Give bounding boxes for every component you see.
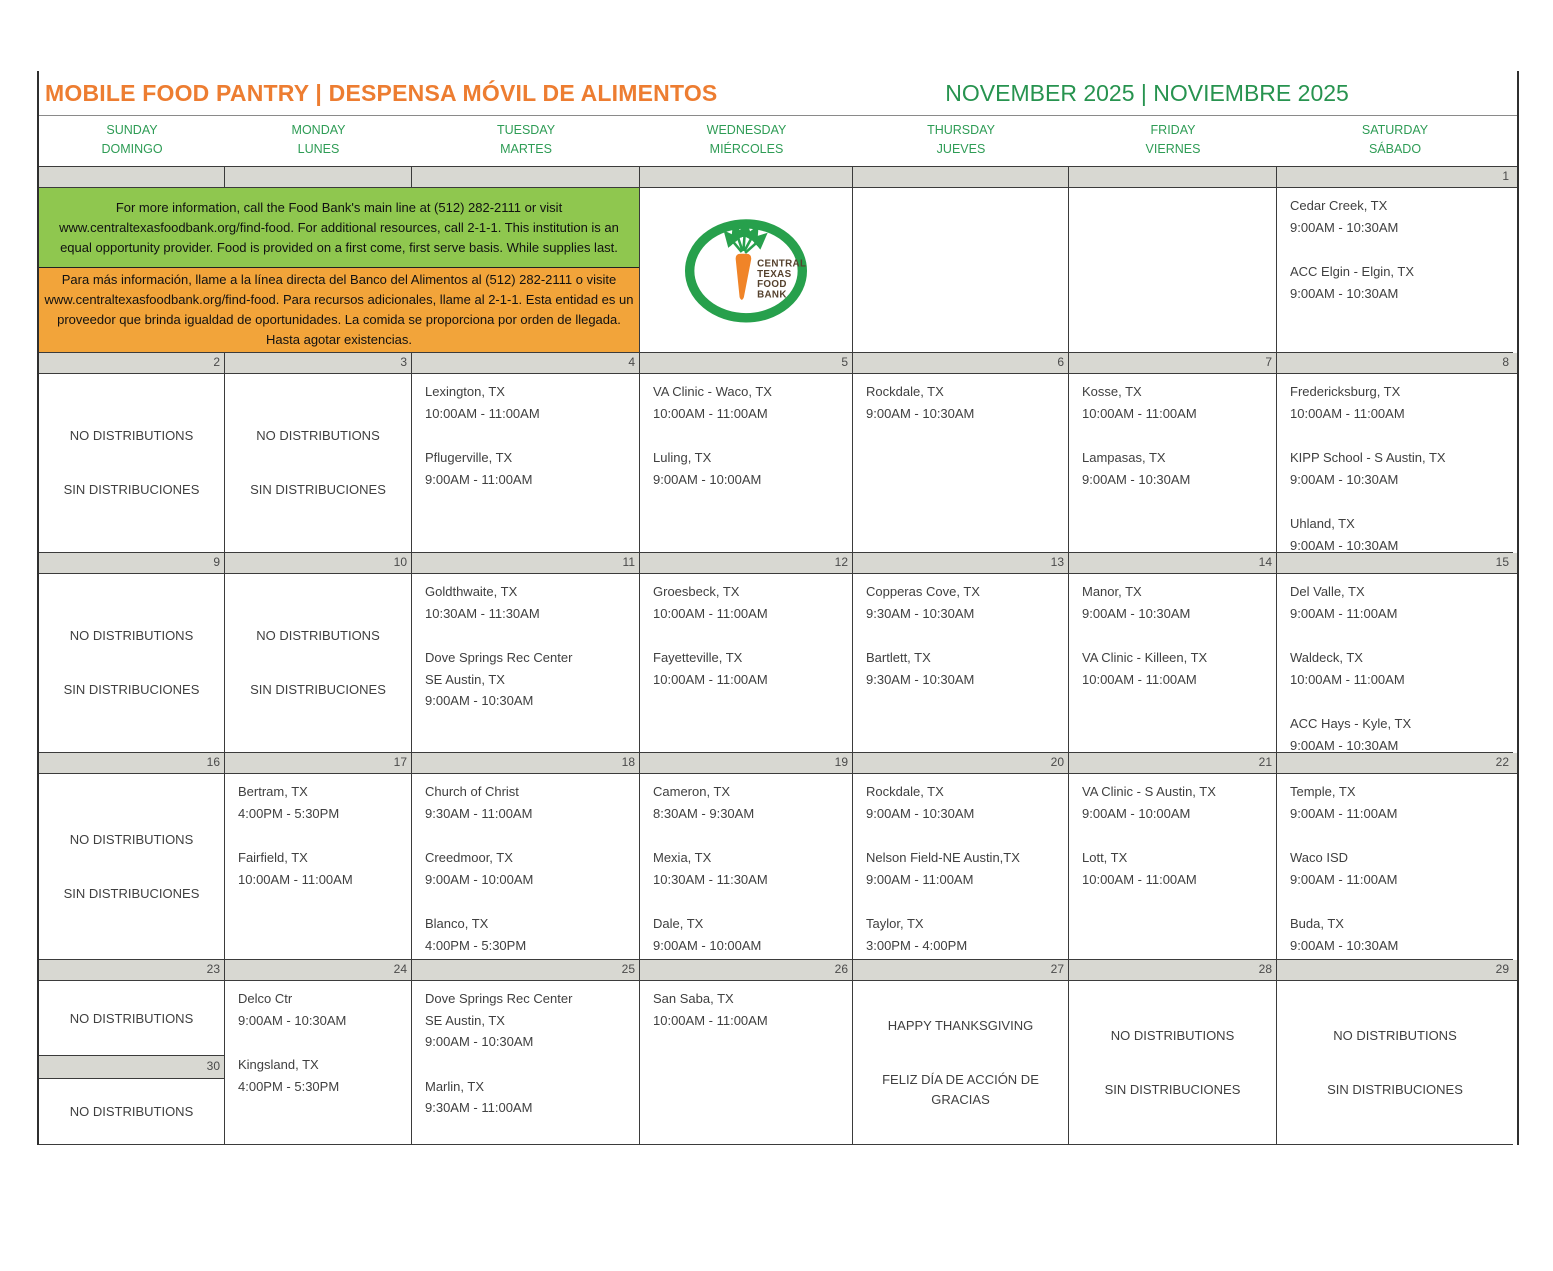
- detail-line: 9:00AM - 10:00AM: [653, 937, 762, 953]
- distribution-entry: [1082, 447, 1272, 490]
- location-line: Pflugerville, TX: [425, 450, 513, 465]
- detail-line: 9:00AM - 10:30AM: [1290, 471, 1399, 487]
- no-distribution-cell: [39, 374, 225, 553]
- day-cell: [412, 574, 640, 753]
- page-title: MOBILE FOOD PANTRY | DESPENSA MÓVIL DE ALIMENTOS: [45, 79, 718, 106]
- day-name-es: LUNES: [297, 142, 340, 156]
- holiday-message: FELIZ DÍA DE ACCIÓN DE GRACIAS: [882, 1071, 1039, 1107]
- location-line: Creedmoor, TX: [425, 850, 513, 865]
- location-line: Manor, TX: [1082, 584, 1142, 599]
- distribution-entry: [1082, 381, 1272, 424]
- date-bar-week-1: [39, 167, 1517, 188]
- date-number-19: 19: [640, 753, 853, 773]
- date-number-15: 15: [1495, 555, 1509, 569]
- date-number-20: 20: [853, 753, 1069, 773]
- detail-line: 4:00PM - 5:30PM: [425, 937, 527, 953]
- date-number-16: 16: [39, 753, 225, 773]
- date-number-10: 10: [225, 553, 412, 573]
- date-bar-week-3: [39, 553, 1517, 574]
- detail-line: 8:30AM - 9:30AM: [653, 805, 755, 821]
- location-line: Blanco, TX: [425, 916, 489, 931]
- location-line: Bertram, TX: [238, 784, 308, 799]
- day-name-es: MARTES: [500, 142, 552, 156]
- date-bar-segment: [853, 167, 1069, 187]
- distribution-entry: [653, 581, 848, 624]
- distribution-entry: [653, 447, 848, 490]
- distribution-entry: [238, 781, 407, 824]
- detail-line: 10:30AM - 11:30AM: [653, 871, 768, 887]
- distribution-entry: [1290, 581, 1509, 624]
- distribution-entry: [653, 988, 848, 1031]
- detail-line: 9:00AM - 10:00AM: [1082, 805, 1191, 821]
- distribution-entry: [866, 381, 1064, 424]
- location-line: Church of Christ: [425, 784, 519, 799]
- day-cell: [1069, 774, 1277, 960]
- detail-line: 9:00AM - 10:30AM: [866, 405, 975, 421]
- location-line: Lott, TX: [1082, 850, 1128, 865]
- date-number-9: 9: [39, 553, 225, 573]
- detail-line: 9:00AM - 10:30AM: [1290, 537, 1399, 553]
- date-number-8: 8: [1502, 355, 1509, 369]
- no-distribution-cell: [39, 774, 225, 960]
- holiday-message: HAPPY THANKSGIVING: [887, 1017, 1034, 1033]
- sin-distribuciones-label: SIN DISTRIBUCIONES: [63, 482, 200, 497]
- day-header-tuesday: [412, 121, 640, 159]
- date-number-17: 17: [225, 753, 412, 773]
- distribution-entry: [653, 381, 848, 424]
- distribution-entry: [1290, 261, 1509, 304]
- day-cell: [640, 574, 853, 753]
- date-bar-week-5: [39, 960, 1517, 981]
- distribution-entry: [1082, 581, 1272, 624]
- no-distributions-label: NO DISTRIBUTIONS: [256, 628, 380, 643]
- location-line: ACC Hays - Kyle, TX: [1290, 716, 1412, 731]
- date-number-3: 3: [225, 353, 412, 373]
- date-bar-week-2: [39, 353, 1517, 374]
- day-cell: [853, 574, 1069, 753]
- day-cell: [853, 774, 1069, 960]
- location-line: Kosse, TX: [1082, 384, 1142, 399]
- location-line: Goldthwaite, TX: [425, 584, 518, 599]
- date-bar-segment: [225, 167, 412, 187]
- location-line: VA Clinic - Waco, TX: [653, 384, 772, 399]
- day-cell: [1277, 188, 1513, 353]
- distribution-entry: [425, 913, 635, 956]
- detail-line: 10:00AM - 11:00AM: [653, 1012, 768, 1028]
- location-line: Nelson Field-NE Austin,TX: [866, 850, 1020, 865]
- detail-line: 10:00AM - 11:00AM: [653, 671, 768, 687]
- day-name-en: MONDAY: [291, 123, 346, 137]
- date-bar-segment: [412, 167, 640, 187]
- day-cell: [853, 374, 1069, 553]
- location-line: Rockdale, TX: [866, 784, 944, 799]
- distribution-entry: [1290, 913, 1509, 956]
- distribution-entry: [238, 1054, 407, 1097]
- month-title: NOVEMBER 2025 | NOVIEMBRE 2025: [945, 79, 1349, 106]
- location-line: Fairfield, TX: [238, 850, 308, 865]
- detail-line: 9:00AM - 11:00AM: [866, 871, 974, 887]
- location-line: Cedar Creek, TX: [1290, 198, 1388, 213]
- svg-text:CENTRAL: CENTRAL: [757, 258, 807, 270]
- detail-line: 9:00AM - 10:30AM: [1290, 285, 1399, 301]
- detail-line: 4:00PM - 5:30PM: [238, 1078, 340, 1094]
- location-line: Kingsland, TX: [238, 1057, 319, 1072]
- day-name-en: WEDNESDAY: [706, 123, 787, 137]
- distribution-entry: [425, 1076, 635, 1119]
- date-number-11: 11: [412, 553, 640, 573]
- no-distributions-label: NO DISTRIBUTIONS: [69, 428, 194, 443]
- day-cell: [225, 774, 412, 960]
- distribution-entry: [866, 781, 1064, 824]
- detail-line: 10:00AM - 11:00AM: [1082, 871, 1197, 887]
- sin-distribuciones-label: SIN DISTRIBUCIONES: [63, 885, 200, 901]
- date-number-6: 6: [853, 353, 1069, 373]
- day-header-saturday: [1277, 121, 1513, 159]
- date-number-23: 23: [39, 960, 225, 980]
- location-line: Dove Springs Rec Center: [425, 650, 573, 665]
- detail-line: 10:30AM - 11:30AM: [425, 605, 540, 621]
- logo-cell: [640, 188, 853, 353]
- detail-line: 9:00AM - 10:30AM: [238, 1012, 347, 1028]
- location-line: San Saba, TX: [653, 991, 734, 1006]
- date-number-7: 7: [1069, 353, 1277, 373]
- location-line: Buda, TX: [1290, 916, 1344, 931]
- location-line: Groesbeck, TX: [653, 584, 740, 599]
- no-distributions-label: NO DISTRIBUTIONS: [69, 628, 194, 643]
- sin-distribuciones-label: SIN DISTRIBUCIONES: [1327, 1081, 1463, 1097]
- day-cell: [225, 981, 412, 1145]
- location-line: Taylor, TX: [866, 916, 924, 931]
- no-distributions-label: NO DISTRIBUTIONS: [256, 428, 380, 443]
- calendar-grid: [39, 167, 1517, 1145]
- distribution-entry: [1082, 781, 1272, 824]
- distribution-entry: [238, 847, 407, 890]
- no-distribution-cell: [39, 981, 224, 1056]
- day-header-sunday: [39, 121, 225, 159]
- svg-text:BANK: BANK: [757, 289, 787, 301]
- week-row-3: [39, 574, 1517, 753]
- svg-text:FOOD: FOOD: [757, 279, 787, 291]
- week-row-5: [39, 981, 1517, 1145]
- location-line: Bartlett, TX: [866, 650, 931, 665]
- location-line: Temple, TX: [1290, 784, 1356, 799]
- distribution-entry: [866, 847, 1064, 890]
- detail-line: 10:00AM - 11:00AM: [1082, 405, 1197, 421]
- detail-line: 9:00AM - 10:30AM: [1290, 219, 1399, 235]
- detail-line: 9:00AM - 11:00AM: [425, 471, 533, 487]
- day-name-en: SATURDAY: [1361, 123, 1429, 137]
- distribution-entry: [866, 581, 1064, 624]
- detail-line: 9:00AM - 10:00AM: [425, 871, 534, 887]
- distribution-entry: [1290, 447, 1509, 490]
- no-distribution-cell: [1277, 981, 1513, 1145]
- detail-line: 10:00AM - 11:00AM: [1290, 405, 1405, 421]
- detail-line: 9:00AM - 11:00AM: [1290, 605, 1398, 621]
- day-name-en: FRIDAY: [1150, 123, 1196, 137]
- no-distribution-cell: [39, 1079, 224, 1144]
- detail-line: SE Austin, TX: [425, 671, 505, 687]
- distribution-entry: [425, 647, 635, 712]
- location-line: ACC Elgin - Elgin, TX: [1290, 264, 1415, 279]
- distribution-entry: [1290, 513, 1509, 553]
- date-number-4: 4: [412, 353, 640, 373]
- day-cell: [640, 774, 853, 960]
- location-line: Del Valle, TX: [1290, 584, 1365, 599]
- day-cell: [412, 774, 640, 960]
- distribution-entry: [238, 988, 407, 1031]
- day-name-es: JUEVES: [936, 142, 986, 156]
- day-cell: [412, 981, 640, 1145]
- title-row: [39, 71, 1517, 116]
- detail-line: 10:00AM - 11:00AM: [653, 405, 768, 421]
- detail-line: 10:00AM - 11:00AM: [425, 405, 540, 421]
- location-line: Mexia, TX: [653, 850, 712, 865]
- sin-distribuciones-label: SIN DISTRIBUCIONES: [250, 682, 386, 697]
- location-line: Rockdale, TX: [866, 384, 944, 399]
- sin-distribuciones-label: SIN DISTRIBUCIONES: [1104, 1081, 1241, 1097]
- location-line: Waldeck, TX: [1290, 650, 1363, 665]
- detail-line: 9:30AM - 11:00AM: [425, 805, 533, 821]
- detail-line: 9:00AM - 10:30AM: [1082, 471, 1191, 487]
- no-distributions-label: NO DISTRIBUTIONS: [69, 1010, 194, 1026]
- detail-line: 9:00AM - 10:30AM: [1290, 937, 1399, 953]
- day-name-es: SÁBADO: [1368, 142, 1422, 156]
- day-cell: [1069, 574, 1277, 753]
- detail-line: SE Austin, TX: [425, 1012, 505, 1028]
- location-line: KIPP School - S Austin, TX: [1290, 450, 1446, 465]
- date-bar-week-4: [39, 753, 1517, 774]
- ctfb-logo: [682, 216, 810, 324]
- detail-line: 10:00AM - 11:00AM: [653, 605, 768, 621]
- detail-line: 10:00AM - 11:00AM: [238, 871, 353, 887]
- day-name-en: SUNDAY: [106, 123, 158, 137]
- location-line: VA Clinic - Killeen, TX: [1082, 650, 1208, 665]
- day-cell: [1277, 374, 1513, 553]
- location-line: Fayetteville, TX: [653, 650, 743, 665]
- location-line: Lexington, TX: [425, 384, 505, 399]
- day-name-es: VIERNES: [1145, 142, 1201, 156]
- location-line: VA Clinic - S Austin, TX: [1082, 784, 1216, 799]
- detail-line: 9:00AM - 10:30AM: [1290, 737, 1399, 753]
- detail-line: 9:30AM - 10:30AM: [866, 671, 975, 687]
- no-distributions-label: NO DISTRIBUTIONS: [1110, 1027, 1235, 1043]
- date-number-12: 12: [640, 553, 853, 573]
- sin-distribuciones-label: SIN DISTRIBUCIONES: [63, 682, 200, 697]
- date-number-22: 22: [1495, 755, 1509, 769]
- location-line: Copperas Cove, TX: [866, 584, 980, 599]
- distribution-entry: [653, 647, 848, 690]
- day-cell: [640, 374, 853, 553]
- no-distributions-label: NO DISTRIBUTIONS: [69, 831, 194, 847]
- day-header-monday: [225, 121, 412, 159]
- distribution-entry: [425, 447, 635, 490]
- detail-line: 10:00AM - 11:00AM: [1290, 671, 1405, 687]
- distribution-entry: [425, 781, 635, 824]
- detail-line: 3:00PM - 4:00PM: [866, 937, 968, 953]
- day-header-friday: [1069, 121, 1277, 159]
- date-bar-segment: [640, 167, 853, 187]
- info-box-english: For more information, call the Food Bank's main line at (512) 282-2111 or visit www.centraltexasfoodbank.org/find-food. For additional resources, call 2-1-1. This institution is an equal opportunity provider. Food is provided on a first come, first serve basis. While supplies last.: [39, 188, 639, 268]
- date-number-14: 14: [1069, 553, 1277, 573]
- distribution-entry: [1290, 195, 1509, 238]
- date-number-18: 18: [412, 753, 640, 773]
- distribution-entry: [1290, 713, 1509, 753]
- distribution-entry: [425, 581, 635, 624]
- no-distribution-cell: [1069, 981, 1277, 1145]
- date-number-26: 26: [640, 960, 853, 980]
- date-number-30: 30: [39, 1056, 224, 1079]
- day-name-es: MIÉRCOLES: [709, 142, 784, 156]
- detail-line: 9:00AM - 10:30AM: [1082, 605, 1191, 621]
- day-cell: [853, 188, 1069, 353]
- day-header-thursday: [853, 121, 1069, 159]
- no-distributions-label: NO DISTRIBUTIONS: [1333, 1027, 1457, 1043]
- location-line: Fredericksburg, TX: [1290, 384, 1401, 399]
- detail-line: 9:00AM - 10:30AM: [425, 1034, 534, 1049]
- date-number-1: 1: [1502, 169, 1509, 183]
- detail-line: 9:00AM - 10:30AM: [425, 693, 534, 708]
- distribution-entry: [1290, 847, 1509, 890]
- date-number-21: 21: [1069, 753, 1277, 773]
- day-cell: [412, 374, 640, 553]
- date-number-5: 5: [640, 353, 853, 373]
- detail-line: 4:00PM - 5:30PM: [238, 805, 340, 821]
- distribution-entry: [425, 381, 635, 424]
- distribution-entry: [1290, 381, 1509, 424]
- distribution-entry: [653, 913, 848, 956]
- day-header-wednesday: [640, 121, 853, 159]
- distribution-entry: [425, 988, 635, 1053]
- distribution-entry: [1082, 847, 1272, 890]
- date-number-24: 24: [225, 960, 412, 980]
- day-cell: [1277, 774, 1513, 960]
- distribution-entry: [653, 781, 848, 824]
- calendar-sheet: [37, 71, 1519, 1145]
- location-line: Lampasas, TX: [1082, 450, 1166, 465]
- location-line: Uhland, TX: [1290, 516, 1355, 531]
- location-line: Dale, TX: [653, 916, 704, 931]
- week-row-1: [39, 188, 1517, 353]
- location-line: Luling, TX: [653, 450, 712, 465]
- day-header-row: [39, 116, 1517, 167]
- date-bar-segment: [1069, 167, 1277, 187]
- distribution-entry: [653, 847, 848, 890]
- day-cell: [1069, 374, 1277, 553]
- detail-line: 9:30AM - 10:30AM: [866, 605, 975, 621]
- detail-line: 9:00AM - 11:00AM: [1290, 805, 1398, 821]
- date-number-27: 27: [853, 960, 1069, 980]
- detail-line: 9:00AM - 11:00AM: [1290, 871, 1398, 887]
- week-row-2: [39, 374, 1517, 553]
- detail-line: 9:00AM - 10:30AM: [866, 805, 975, 821]
- distribution-entry: [1290, 781, 1509, 824]
- detail-line: 9:30AM - 11:00AM: [425, 1100, 533, 1115]
- date-number-25: 25: [412, 960, 640, 980]
- detail-line: 10:00AM - 11:00AM: [1082, 671, 1197, 687]
- distribution-entry: [866, 647, 1064, 690]
- no-distributions-label: NO DISTRIBUTIONS: [69, 1104, 194, 1119]
- no-distribution-cell: [225, 374, 412, 553]
- detail-line: 9:00AM - 10:00AM: [653, 471, 762, 487]
- location-line: Cameron, TX: [653, 784, 731, 799]
- distribution-entry: [1082, 647, 1272, 690]
- distribution-entry: [866, 913, 1064, 956]
- distribution-entry: [425, 847, 635, 890]
- location-line: Marlin, TX: [425, 1078, 484, 1094]
- date-number-28: 28: [1069, 960, 1277, 980]
- holiday-cell: [853, 981, 1069, 1145]
- day-cell: [640, 981, 853, 1145]
- date-bar-segment: [39, 167, 225, 187]
- day-name-en: THURSDAY: [927, 123, 995, 137]
- distribution-entry: [1290, 647, 1509, 690]
- no-distribution-cell: [39, 574, 225, 753]
- split-day-cell: [39, 981, 225, 1145]
- day-name-en: TUESDAY: [496, 123, 556, 137]
- svg-text:TEXAS: TEXAS: [757, 268, 792, 280]
- location-line: Delco Ctr: [238, 991, 293, 1006]
- sin-distribuciones-label: SIN DISTRIBUCIONES: [250, 482, 386, 497]
- no-distribution-cell: [225, 574, 412, 753]
- info-box-spanish: Para más información, llame a la línea directa del Banco del Alimentos al (512) 282-2111 o visite www.centraltexasfoodbank.org/find-food. Para recursos adicionales, llame al 2-1-1. Esta entidad es un proveedor que brinda igualdad de oportunidades. La comida se proporciona por orden de llegada. Hasta agotar existencias.: [39, 268, 639, 352]
- date-number-29: 29: [1495, 962, 1509, 976]
- date-number-13: 13: [853, 553, 1069, 573]
- day-name-es: DOMINGO: [101, 142, 163, 156]
- date-number-2: 2: [39, 353, 225, 373]
- location-line: Dove Springs Rec Center: [425, 991, 573, 1006]
- day-cell: [1277, 574, 1513, 753]
- day-cell: [1069, 188, 1277, 353]
- week-row-4: [39, 774, 1517, 960]
- info-boxes-cell: [39, 188, 640, 353]
- location-line: Waco ISD: [1290, 850, 1349, 865]
